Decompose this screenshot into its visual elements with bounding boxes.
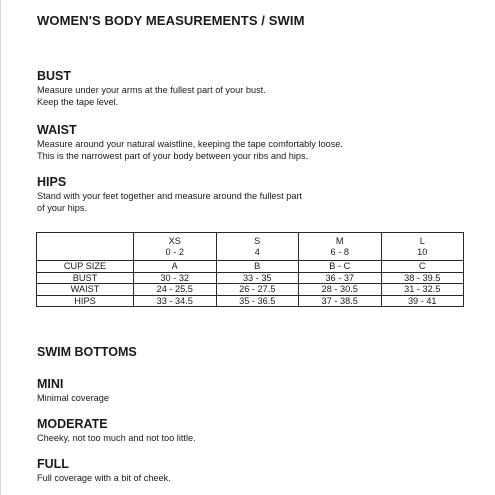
bust-instruction-line: Keep the tape level. (37, 97, 119, 107)
size-numeric: 0 - 2 (165, 246, 184, 257)
table-cell: 35 - 36.5 (216, 295, 299, 307)
size-header-cell (134, 233, 217, 261)
table-cell: 30 - 32 (134, 272, 217, 284)
size-header-cell (299, 233, 382, 261)
size-chart-table (36, 232, 464, 307)
size-letter: M (335, 235, 344, 246)
hips-instruction-line: of your hips. (37, 203, 88, 213)
page-title: WOMEN'S BODY MEASUREMENTS / SWIM (37, 13, 305, 28)
size-header-cell (216, 233, 299, 261)
table-row (37, 272, 464, 284)
table-cell: 39 - 41 (381, 295, 464, 307)
table-cell: B (216, 261, 299, 273)
bust-heading: BUST (37, 69, 72, 83)
table-cell: C (381, 261, 464, 273)
swim-bottoms-heading: SWIM BOTTOMS (37, 345, 137, 359)
mini-description: Minimal coverage (37, 393, 109, 403)
table-cell: 31 - 32.5 (381, 284, 464, 296)
waist-instruction-line: Measure around your natural waistline, keeping the tape comfortably loose. (37, 139, 343, 149)
row-label: WAIST (37, 284, 134, 296)
table-row (37, 295, 464, 307)
size-numeric: 6 - 8 (330, 246, 349, 257)
waist-instructions (37, 138, 343, 162)
hips-instruction-line: Stand with your feet together and measure around the fullest part (37, 191, 303, 201)
table-cell: 36 - 37 (299, 272, 382, 284)
size-letter: L (419, 235, 425, 246)
moderate-description: Cheeky, not too much and not too little. (37, 433, 196, 443)
table-cell: 26 - 27.5 (216, 284, 299, 296)
full-description: Full coverage with a bit of cheek. (37, 473, 171, 483)
moderate-heading: MODERATE (37, 417, 108, 431)
size-letter: S (254, 235, 261, 246)
table-cell: 24 - 25.5 (134, 284, 217, 296)
corner-cell (37, 233, 134, 261)
table-row (37, 261, 464, 273)
hips-instructions (37, 190, 302, 214)
full-heading: FULL (37, 457, 69, 471)
table-cell: B - C (299, 261, 382, 273)
waist-instruction-line: This is the narrowest part of your body between your ribs and hips. (37, 151, 309, 161)
mini-heading: MINI (37, 377, 64, 391)
row-label: BUST (37, 272, 134, 284)
table-row (37, 284, 464, 296)
bust-instructions (37, 84, 266, 108)
size-numeric: 4 (254, 246, 260, 257)
bust-instruction-line: Measure under your arms at the fullest part of your bust. (37, 85, 266, 95)
size-numeric: 10 (417, 246, 428, 257)
size-letter: XS (168, 235, 181, 246)
waist-heading: WAIST (37, 123, 77, 137)
table-cell: 38 - 39.5 (381, 272, 464, 284)
size-header-row (37, 233, 464, 261)
table-cell: A (134, 261, 217, 273)
row-label: CUP SIZE (37, 261, 134, 273)
row-label: HIPS (37, 295, 134, 307)
hips-heading: HIPS (37, 175, 67, 189)
table-cell: 37 - 38.5 (299, 295, 382, 307)
table-cell: 28 - 30.5 (299, 284, 382, 296)
table-cell: 33 - 35 (216, 272, 299, 284)
table-cell: 33 - 34.5 (134, 295, 217, 307)
size-header-cell (381, 233, 464, 261)
